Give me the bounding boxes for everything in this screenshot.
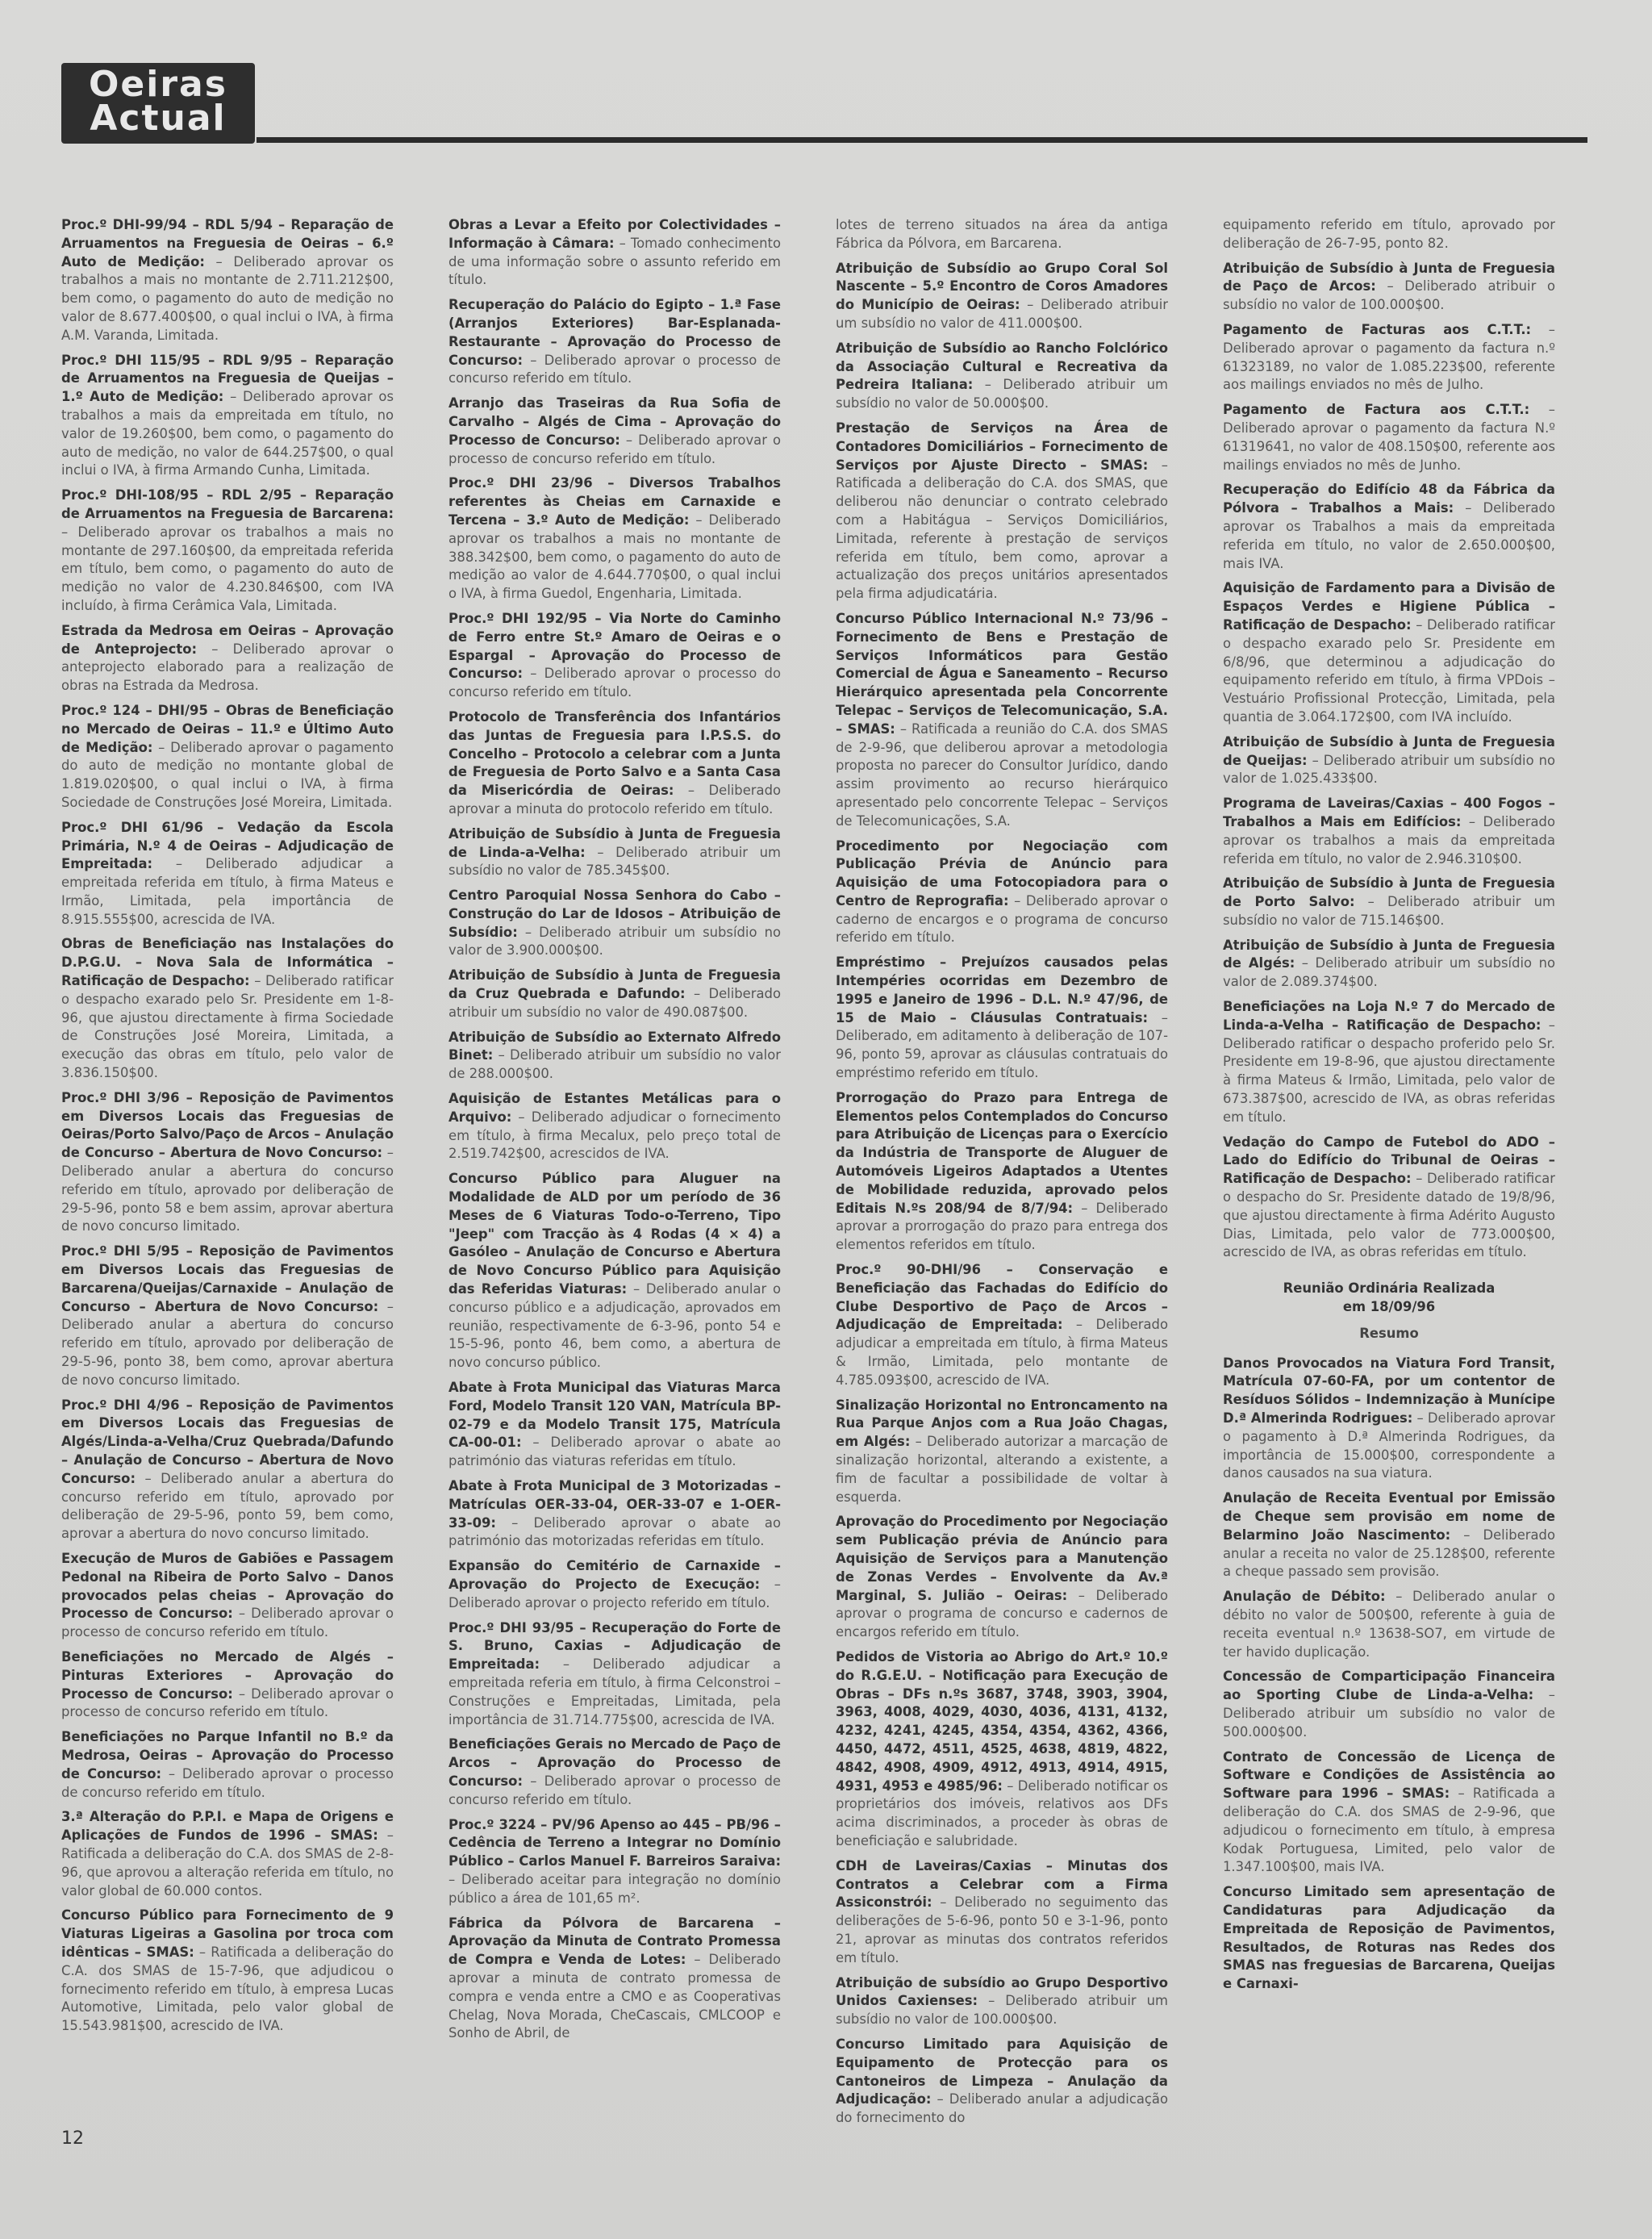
minute-item-heading: Atribuição de subsídio ao Grupo Desportivo Unidos Caxienses: bbox=[836, 1974, 1168, 2009]
minute-item-text: – Deliberado atribuir um subsídio no valor de 715.146$00. bbox=[1223, 894, 1555, 928]
minute-item bbox=[448, 967, 781, 1021]
minute-item-heading: Programa de Laveiras/Caxias – 400 Fogos – Trabalhos a Mais em Edifícios: bbox=[1223, 796, 1555, 829]
minute-item bbox=[836, 1857, 1168, 1968]
minute-item-heading: Fábrica da Pólvora de Barcarena – Aprovação da Minuta de Contrato Promessa de Compra e Venda de Lotes: bbox=[448, 1915, 781, 1968]
minute-item bbox=[61, 935, 394, 1082]
minute-item-heading: Atribuição de Subsídio à Junta de Freguesia de Queijas: bbox=[1223, 733, 1555, 768]
minute-item-heading: Anulação de Receita Eventual por Emissão de Cheque sem provisão em nome de Belarmino João Nascimento: bbox=[1223, 1490, 1555, 1543]
minute-item-heading: Concessão de Comparticipação Financeira ao Sporting Clube de Linda-a-Velha: bbox=[1223, 1669, 1555, 1703]
minute-item-heading: CDH de Laveiras/Caxias – Minutas dos Contratos a Celebrar com a Firma Assiconstrói: bbox=[836, 1857, 1168, 1911]
minute-item-text: – Deliberado aprovar o caderno de encargos e o programa de concurso referido em título. bbox=[836, 892, 1168, 946]
minute-item-heading: Proc.º 124 – DHI/95 – Obras de Beneficiação no Mercado de Oeiras – 11.º e Último Auto de Medição: bbox=[61, 702, 394, 755]
minute-item-heading: Pagamento de Factura aos C.T.T.: bbox=[1223, 402, 1530, 418]
minute-item-heading: Prestação de Serviços na Área de Contadores Domiciliários – Fornecimento de Serviços por Ajuste Directo – SMAS: bbox=[836, 420, 1168, 473]
minute-item bbox=[1223, 401, 1555, 474]
minute-item-text: – Deliberado adjudicar a empreitada referia em título, à firma Celconstroi – Construções e Empreitadas, Limitada, pela importância de 31.714.775$00, acrescida de IVA. bbox=[448, 1656, 781, 1727]
minute-item-heading: Proc.º DHI-99/94 – RDL 5/94 – Reparação de Arruamentos na Freguesia de Oeiras – 6.º Auto de Medição: bbox=[61, 217, 394, 269]
minute-item-text: – Deliberado ratificar o despacho exarado pelo Sr. Presidente em 1-8-96, que ajustou directamente à firma Sociedade de Construções José Moreira, Limitada, a execução das obras em título, pelo valor de 3.836.150$00. bbox=[61, 973, 394, 1081]
meeting-title-line2: em 18/09/96 bbox=[1342, 1299, 1436, 1315]
minute-item bbox=[836, 216, 1168, 253]
column-1 bbox=[61, 216, 394, 2042]
minute-item-heading: Aquisição de Fardamento para a Divisão de Espaços Verdes e Higiene Pública – Ratificação de Despacho: bbox=[1223, 580, 1555, 633]
minute-item bbox=[448, 1029, 781, 1084]
minute-item bbox=[61, 216, 394, 345]
minute-item-heading: Abate à Frota Municipal das Viaturas Marca Ford, Modelo Transit 120 VAN, Matrícula BP-02-79 e da Modelo Transit 175, Matrícula CA-00-01: bbox=[448, 1380, 781, 1451]
minute-item-heading: Proc.º DHI 115/95 – RDL 9/95 – Reparação de Arruamentos na Freguesia de Queijas – 1.º Auto de Medição: bbox=[61, 352, 394, 405]
minute-item-text: – Deliberado aprovar a prorrogação do prazo para entrega dos elementos referidos em título. bbox=[836, 1200, 1168, 1253]
minute-item bbox=[836, 2036, 1168, 2128]
minute-item bbox=[1223, 733, 1555, 788]
minute-item-text: – Deliberado aprovar os trabalhos a mais da empreitada referida em título, no valor de 2.946.310$00. bbox=[1223, 813, 1555, 867]
minute-item-text: lotes de terreno situados na área da antiga Fábrica da Pólvora, em Barcarena. bbox=[836, 217, 1168, 251]
minute-item-text: – Ratificada a reunião do C.A. dos SMAS de 2-9-96, que deliberou aprovar a metodologia proposta no parecer do Consultor Jurídico, dando assim provimento ao recurso hierárquico apresentado pelo concorrente Telepac – Serviços de Telecomunicações, S.A. bbox=[836, 721, 1169, 829]
minute-item-heading: Sinalização Horizontal no Entroncamento na Rua Parque Anjos com a Rua João Chagas, em Algés: bbox=[836, 1397, 1168, 1450]
minute-item-text: – Deliberado atribuir um subsídio no valor de 785.345$00. bbox=[448, 844, 781, 879]
minute-item bbox=[448, 296, 781, 388]
minute-item-text: – Deliberado aprovar o processo de concurso referido em título. bbox=[448, 1773, 781, 1807]
minute-item-text: – Ratificada a deliberação do C.A. dos SMAS de 2-8-96, que aprovou a alteração referida em título, no valor global de 60.000 contos. bbox=[61, 1828, 394, 1899]
minute-item bbox=[61, 1397, 394, 1543]
minute-item-text: – Deliberado aprovar o programa de concurso e cadernos de encargos referido em título. bbox=[836, 1587, 1168, 1640]
minute-item-text: – Deliberado aprovar os trabalhos a mais no montante de 388.342$00, bem como, o pagamento do auto de medição ao valor de 4.644.770$00, o qual inclui o IVA, à firma Guedol, Engenharia, Limitada. bbox=[448, 512, 781, 602]
minute-item-heading: Recuperação do Palácio do Egipto – 1.ª Fase (Arranjos Exteriores) Bar-Esplanada-Restaurante – Aprovação do Processo de Concurso: bbox=[448, 297, 781, 368]
minute-item-text: – Deliberado ratificar o despacho exarado pelo Sr. Presidente em 6/8/96, que determinou a adjudicação do equipamento referido em título, à firma VPDois – Vestuário Profissional Protecção, Limitada, pela quantia de 3.064.172$00, com IVA incluído. bbox=[1223, 616, 1555, 725]
minute-item-text: – Deliberado aprovar o pagamento da factura N.º 61319641, no valor de 408.150$00, referente aos mailings enviados no mês de Junho. bbox=[1223, 402, 1555, 473]
minute-item-text: – Ratificada a deliberação do C.A. dos SMAS de 15-7-96, que adjudicou o fornecimento referido em título, à empresa Lucas Automotive, Limitada, pelo valor global de 15.543.981$00, acrescido de IVA. bbox=[61, 1944, 394, 2034]
minute-item-heading: Proc.º DHI 192/95 – Via Norte do Caminho de Ferro entre St.º Amaro de Oeiras e o Espargal – Aprovação do Processo de Concurso: bbox=[448, 610, 781, 682]
minute-item bbox=[836, 954, 1168, 1083]
minute-item bbox=[448, 1816, 781, 1908]
minute-item bbox=[448, 887, 781, 960]
minute-item-text: – Deliberado ratificar o despacho proferido pelo Sr. Presidente em 19-8-96, que ajustou directamente à firma Mateus & Irmão, Limitada, pelo valor de 673.387$00, acrescido de IVA, as obras referidas em título. bbox=[1223, 1017, 1555, 1125]
minute-item bbox=[1223, 321, 1555, 395]
minute-item-heading: Centro Paroquial Nossa Senhora do Cabo – Construção do Lar de Idosos – Atribuição de Subsídio: bbox=[448, 888, 781, 940]
minute-item-heading: Obras de Beneficiação nas Instalações do D.P.G.U. – Nova Sala de Informática – Ratificação de Despacho: bbox=[61, 936, 394, 989]
minute-item-text: – Deliberado atribuir um subsídio no valor de 1.025.433$00. bbox=[1223, 752, 1555, 787]
minute-item-text: – Deliberado, em aditamento à deliberação de 107-96, ponto 59, aprovar as cláusulas contratuais do empréstimo referido em título. bbox=[836, 1009, 1168, 1081]
minute-item-heading: Protocolo de Transferência dos Infantários das Juntas de Freguesia para I.P.S.S. do Concelho – Protocolo a celebrar com a Junta de Freguesia de Porto Salvo e a Santa Casa da Misericórdia de Oeiras: bbox=[448, 708, 781, 799]
minute-item bbox=[61, 487, 394, 616]
summary-label: Resumo bbox=[1359, 1325, 1419, 1341]
minute-item-heading: Proc.º DHI 23/96 – Diversos Trabalhos referentes às Cheias em Carnaxide e Tercena – 3.º Auto de Medição: bbox=[448, 475, 781, 528]
minute-item bbox=[836, 1397, 1168, 1507]
minute-item-heading: Proc.º 3224 – PV/96 Apenso ao 445 – PB/96 – Cedência de Terreno a Integrar no Domínio Público – Carlos Manuel F. Barreiros Saraiva: bbox=[448, 1816, 781, 1869]
minute-item bbox=[61, 1089, 394, 1236]
minute-item-text: – Deliberado atribuir um subsídio no valor de 500.000$00. bbox=[1223, 1687, 1556, 1740]
minute-item bbox=[1223, 1588, 1555, 1661]
minute-item-heading: Atribuição de Subsídio à Junta de Freguesia de Algés: bbox=[1223, 937, 1555, 971]
meeting-title bbox=[1223, 1280, 1555, 1317]
minute-item bbox=[448, 1477, 781, 1551]
minute-item bbox=[448, 825, 781, 880]
minute-item-text: – Deliberado aprovar o processo de concurso referido em título. bbox=[448, 432, 781, 466]
minute-item-text: – Deliberado anular o débito no valor de 500$00, referente à guia de receita eventual n.º 13638-SO7, em virtude de ter havido duplicação. bbox=[1223, 1589, 1555, 1660]
minute-item-heading: Atribuição de Subsídio à Junta de Freguesia de Porto Salvo: bbox=[1223, 875, 1555, 910]
minute-item bbox=[448, 395, 781, 468]
masthead-logo bbox=[61, 63, 255, 144]
minute-item-text: – Deliberado adjudicar a empreitada em título, à firma Mateus & Irmão, Limitada, pelo montante de 4.785.093$00, acrescido de IVA. bbox=[836, 1317, 1168, 1388]
column-2 bbox=[448, 216, 781, 2049]
column-4 bbox=[1223, 216, 1555, 2000]
minute-item bbox=[61, 1808, 394, 1900]
minute-item bbox=[61, 819, 394, 929]
minute-item-text: – Deliberado aceitar para integração no domínio público a área de 101,65 m². bbox=[448, 1871, 781, 1906]
minute-item bbox=[61, 1728, 394, 1802]
minute-item-heading: Procedimento por Negociação com Publicação Prévia de Anúncio para Aquisição de uma Fotocopiadora para o Centro de Reprografia: bbox=[836, 838, 1168, 909]
minute-item-text: – Deliberado atribuir um subsídio no valor de 490.087$00. bbox=[448, 986, 781, 1020]
minute-item bbox=[448, 1619, 781, 1730]
minute-item-text: – Ratificada a deliberação do C.A. dos SMAS, que deliberou não denunciar o contrato celebrado com a Habitágua – Serviços Domiciliários, Limitada, referente à prestação de serviços referida em título, bem como, aprovar a actualização dos preços unitários apresentados pela firma adjudicatária. bbox=[836, 457, 1168, 602]
minute-item-heading: Concurso Limitado sem apresentação de Candidaturas para Adjudicação da Empreitada de Reposição de Pavimentos, Resultados, de Roturas nas Redes dos SMAS nas freguesias de Barcarena, Queijas e Carnaxi- bbox=[1223, 1884, 1555, 1992]
minute-item-text: – Deliberado aprovar o pagamento da factura n.º 61323189, no valor de 1.085.223$00, referente aos mailings enviados no mês de Julho. bbox=[1223, 321, 1555, 393]
minute-item bbox=[1223, 1748, 1555, 1878]
minute-item bbox=[836, 1513, 1168, 1642]
minute-item-heading: Arranjo das Traseiras da Rua Sofia de Carvalho – Algés de Cima – Aprovação do Processo de Concurso: bbox=[448, 395, 781, 448]
minute-item bbox=[61, 1907, 394, 2036]
minute-item-heading: Proc.º DHI 5/95 – Reposição de Pavimentos em Diversos Locais das Freguesias de Barcarena/Queijas/Carnaxide – Anulação de Concurso – Abertura de Novo Concurso: bbox=[61, 1243, 394, 1314]
minute-item-text: – Deliberado anular a receita no valor de 25.128$00, referente a cheque passado sem provisão. bbox=[1223, 1527, 1555, 1580]
minute-item-heading: Concurso Limitado para Aquisição de Equipamento de Protecção para os Cantoneiros de Limpeza – Anulação da Adjudicação: bbox=[836, 2036, 1168, 2107]
minute-item-text: – Deliberado aprovar o processo do concurso referido em título. bbox=[448, 666, 781, 700]
masthead-line1: Oeiras bbox=[89, 64, 227, 105]
page-number: 12 bbox=[61, 2128, 84, 2149]
minute-item-text: – Deliberado aprovar a minuta de contrato promessa de compra e venda entre a CMO e as Cooperativas Chelag, Nova Morada, CheCascais, CMLCOOP e Sonho de Abril, de bbox=[448, 1952, 781, 2041]
minute-item-heading: 3.ª Alteração do P.P.I. e Mapa de Origens e Aplicações de Fundos de 1996 – SMAS: bbox=[61, 1809, 394, 1844]
minute-item-text: – Deliberado aprovar o abate ao património das viaturas referidas em título. bbox=[448, 1435, 781, 1469]
minute-item bbox=[836, 260, 1168, 333]
minute-item-text: – Deliberado aprovar a minuta do protocolo referido em título. bbox=[448, 783, 782, 817]
minute-item-text: – Deliberado atribuir um subsídio no valor de 411.000$00. bbox=[836, 297, 1168, 331]
minute-item-text: – Deliberado no seguimento das deliberações de 5-6-96, ponto 50 e 3-1-96, ponto 21, aprovar as minutas dos contratos referidos em título. bbox=[836, 1894, 1168, 1965]
minute-item-heading: Aprovação do Procedimento por Negociação sem Publicação prévia de Anúncio para Aquisição de Serviços para a Manutenção de Zonas Verdes – Envolvente da Av.ª Marginal, S. Julião – Oeiras: bbox=[836, 1514, 1168, 1603]
minute-item-text: – Deliberado ratificar o despacho do Sr. Presidente datado de 19/8/96, que ajustou directamente à firma Adérito Augusto Dias, Limitada, pelo valor de 773.000$00, acrescido de IVA, as obras referidas em título. bbox=[1223, 1171, 1555, 1260]
minute-item-text: – Deliberado aprovar os Trabalhos a mais da empreitada referida em título, no valor de 2.650.000$00, mais IVA. bbox=[1223, 500, 1555, 571]
minute-item-text: – Deliberado aprovar o processo de concurso referido em título. bbox=[61, 1606, 394, 1640]
minute-item-text: – Deliberado aprovar o pagamento à D.ª Almerinda Rodrigues, da importância de 15.000$00, correspondente a danos causados na sua viatura. bbox=[1223, 1410, 1556, 1481]
minute-item bbox=[448, 216, 781, 290]
minute-item bbox=[1223, 795, 1555, 868]
minute-item-heading: Pagamento de Facturas aos C.T.T.: bbox=[1223, 321, 1532, 337]
minute-item-heading: Atribuição de Subsídio à Junta de Freguesia de Linda-a-Velha: bbox=[448, 825, 781, 860]
minute-item bbox=[836, 838, 1168, 948]
minute-item-heading: Proc.º 90-DHI/96 – Conservação e Beneficiação das Fachadas do Edifício do Clube Desportivo de Paço de Arcos – Adjudicação de Empreitada: bbox=[836, 1262, 1168, 1333]
minute-item bbox=[836, 610, 1168, 831]
minute-item-heading: Atribuição de Subsídio à Junta de Freguesia da Cruz Quebrada e Dafundo: bbox=[448, 967, 781, 1002]
minute-item-text: – Deliberado aprovar os trabalhos a mais da empreitada em título, no valor de 19.260$00, bem como, o pagamento do auto de medição, no valor de 644.257$00, o qual inclui o IVA, à firma Armando Cunha, Limitada. bbox=[61, 389, 394, 478]
minute-item-heading: Empréstimo – Prejuízos causados pelas Intempéries ocorridas em Dezembro de 1995 e Janeiro de 1996 – D.L. N.º 47/96, de 15 de Maio – Cláusulas Contratuais: bbox=[836, 954, 1168, 1026]
minute-item-heading: Execução de Muros de Gabiões e Passagem Pedonal na Ribeira de Porto Salvo – Danos provocados pelas cheias – Aprovação do Processo de Concurso: bbox=[61, 1550, 394, 1622]
masthead-rule bbox=[257, 137, 1587, 143]
minute-item-text: – Deliberado atribuir um subsídio no valor de 3.900.000$00. bbox=[448, 924, 781, 959]
minute-item-heading: Vedação do Campo de Futebol do ADO – Lado do Edifício do Tribunal de Oeiras – Ratificação de Despacho: bbox=[1223, 1134, 1555, 1187]
minute-item-heading: Proc.º DHI 61/96 – Vedação da Escola Primária, N.º 4 de Oeiras – Adjudicação de Empreitada: bbox=[61, 819, 394, 872]
minute-item bbox=[448, 1379, 781, 1471]
minute-item-heading: Expansão do Cemitério de Carnaxide – Aprovação do Projecto de Execução: bbox=[448, 1558, 781, 1592]
minute-item-heading: Beneficiações Gerais no Mercado de Paço de Arcos – Aprovação do Processo de Concurso: bbox=[448, 1736, 781, 1789]
minute-item-heading: Obras a Levar a Efeito por Colectividades – Informação à Câmara: bbox=[448, 217, 781, 251]
minute-item bbox=[836, 1974, 1168, 2029]
minute-item-text: equipamento referido em título, aprovado por deliberação de 26-7-95, ponto 82. bbox=[1223, 217, 1555, 251]
minute-item-text: – Deliberado aprovar o projecto referido em título. bbox=[448, 1576, 782, 1610]
minute-item-heading: Danos Provocados na Viatura Ford Transit, Matrícula 07-60-FA, por um contentor de Resíduos Sólidos – Indemnização à Munícipe D.ª Almerinda Rodrigues: bbox=[1223, 1355, 1555, 1427]
minute-item bbox=[1223, 260, 1555, 315]
minute-item bbox=[61, 1648, 394, 1722]
minute-item-text: – Ratificada a deliberação do C.A. dos SMAS de 2-9-96, que adjudicou o fornecimento em título, à empresa Kodak Portuguesa, Limited, pelo valor de 1.347.100$00, mais IVA. bbox=[1223, 1786, 1555, 1875]
minute-item-text: – Deliberado atribuir o subsídio no valor de 100.000$00. bbox=[1223, 278, 1555, 313]
minute-item-text: – Deliberado atribuir um subsídio no valor de 100.000$00. bbox=[836, 1993, 1168, 2028]
minute-item-text: – Deliberado aprovar os trabalhos a mais no montante de 2.711.212$00, bem como, o pagamento do auto de medição no valor de 8.677.400$00, o qual inclui o IVA, à firma A.M. Varanda, Limitada. bbox=[61, 253, 394, 343]
minute-item-text: – Deliberado aprovar o pagamento do auto de medição no montante global de 1.819.020$00, o qual inclui o IVA, à firma Sociedade de Construções José Moreira, Limitada. bbox=[61, 739, 394, 810]
minute-item-heading: Beneficiações no Parque Infantil no B.º da Medrosa, Oeiras – Aprovação do Processo de Concurso: bbox=[61, 1729, 394, 1782]
minute-item-text: – Deliberado aprovar o processo de concurso referido em título. bbox=[448, 352, 781, 386]
minute-item-text: – Deliberado adjudicar a empreitada referida em título, à firma Mateus e Irmão, Limitada, pela importância de 8.915.555$00, acrescida de IVA. bbox=[61, 856, 394, 927]
minute-item-text: – Deliberado anular a adjudicação do fornecimento do bbox=[836, 2091, 1168, 2126]
minute-item bbox=[836, 1648, 1168, 1851]
minute-item bbox=[1223, 216, 1555, 253]
minute-item-heading: Proc.º DHI 4/96 – Reposição de Pavimentos em Diversos Locais das Freguesias de Algés/Linda-a-Velha/Cruz Quebrada/Dafundo – Anulação de Concurso – Abertura de Novo Concurso: bbox=[61, 1397, 394, 1486]
minute-item-heading: Concurso Público para Aluguer na Modalidade de ALD por um período de 36 Meses de 6 Viaturas Todo-o-Terreno, Tipo "Jeep" com Tracção às 4 Rodas (4 × 4) a Gasóleo – Anulação de Concurso e Abertura de Novo Concurso Público para Aquisição das Referidas Viaturas: bbox=[448, 1171, 781, 1297]
minute-item-heading: Aquisição de Estantes Metálicas para o Arquivo: bbox=[448, 1091, 781, 1125]
minute-item-heading: Anulação de Débito: bbox=[1223, 1589, 1386, 1605]
minute-item-text: – Deliberado adjudicar o fornecimento em título, à firma Mecalux, pelo preço total de 2.519.742$00, acrescidos de IVA. bbox=[448, 1109, 781, 1162]
minute-item bbox=[448, 474, 781, 604]
minute-item-text: – Deliberado aprovar o anteprojecto elaborado para a realização de obras na Estrada da Medrosa. bbox=[61, 641, 394, 694]
minute-item-text: – Deliberado anular a abertura do concurso referido em título, aprovado por deliberação de 29-5-96, ponto 59, bem como, aprovar a abertura do novo concurso limitado. bbox=[61, 1470, 394, 1542]
minute-item-heading: Atribuição de Subsídio à Junta de Freguesia de Paço de Arcos: bbox=[1223, 260, 1555, 294]
minute-item-heading: Abate à Frota Municipal de 3 Motorizadas – Matrículas OER-33-04, OER-33-07 e 1-OER-33-09: bbox=[448, 1478, 781, 1531]
minute-item-text: – Deliberado atribuir um subsídio no valor de 288.000$00. bbox=[448, 1047, 781, 1082]
minute-item bbox=[1223, 1355, 1555, 1484]
minute-item-heading: Concurso Público Internacional N.º 73/96 – Fornecimento de Bens e Prestação de Serviços Informáticos para Gestão Comercial de Água e Saneamento – Recurso Hierárquico apresentada pela Concorrente Telepac – Serviços de Telecomunicação, S.A. – SMAS: bbox=[836, 610, 1168, 737]
minute-item-heading: Prorrogação do Prazo para Entrega de Elementos pelos Contemplados do Concurso para Atribuição de Licenças para o Exercício da Indústria de Transporte de Aluguer de Automóveis Ligeiros Adaptados a Utentes de Mobilidade reduzida, aprovado pelos Editais N.ºs 208/94 de 8/7/94: bbox=[836, 1089, 1168, 1216]
minute-item-heading: Atribuição de Subsídio ao Grupo Coral Sol Nascente – 5.º Encontro de Coros Amadores do Município de Oeiras: bbox=[836, 260, 1168, 313]
minute-item-heading: Proc.º DHI 93/95 – Recuperação do Forte de S. Bruno, Caxias – Adjudicação de Empreitada: bbox=[448, 1619, 781, 1673]
minute-item-heading: Atribuição de Subsídio ao Externato Alfredo Binet: bbox=[448, 1029, 781, 1063]
minute-item bbox=[836, 340, 1168, 413]
minute-item bbox=[1223, 1134, 1555, 1263]
minute-item-heading: Atribuição de Subsídio ao Rancho Folclórico da Associação Cultural e Recreativa da Pedreira Italiana: bbox=[836, 340, 1168, 393]
minute-item-heading: Contrato de Concessão de Licença de Software e Condições de Assistência ao Software para 1996 – SMAS: bbox=[1223, 1748, 1555, 1802]
minute-item-heading: Recuperação do Edifício 48 da Fábrica da Pólvora – Trabalhos a Mais: bbox=[1223, 482, 1555, 516]
minute-item-heading: Concurso Público para Fornecimento de 9 Viaturas Ligeiras a Gasolina por troca com idênticas – SMAS: bbox=[61, 1907, 394, 1960]
minute-item-text: – Deliberado anular o concurso público e a adjudicação, aprovados em reunião, respectivamente de 6-3-96, ponto 54 e 15-5-96, ponto 46, bem como, a abertura de novo concurso público. bbox=[448, 1281, 781, 1371]
minute-item-text: – Deliberado anular a abertura do concurso referido em título, aprovado por deliberação de 29-5-96, ponto 38, bem como, aprovar abertura de novo concurso limitado. bbox=[61, 1298, 394, 1388]
minute-item bbox=[1223, 481, 1555, 573]
minute-item-text: – Deliberado aprovar o abate ao património das motorizadas referidas em título. bbox=[448, 1514, 781, 1549]
minute-item bbox=[1223, 1489, 1555, 1581]
minute-item bbox=[448, 1170, 781, 1372]
minute-item bbox=[61, 622, 394, 696]
minute-item bbox=[1223, 1668, 1555, 1741]
minute-item-heading: Pedidos de Vistoria ao Abrigo do Art.º 10.º do R.G.E.U. – Notificação para Execução de Obras – DFs n.ºs 3687, 3748, 3903, 3904, 3963, 4008, 4029, 4030, 4036, 4131, 4132, 4232, 4241, 4245, 4354, 4354, 4362, 4366, 4450, 4472, 4511, 4525, 4638, 4819, 4822, 4842, 4908, 4909, 4912, 4913, 4914, 4915, 4931, 4953 e 4985/96: bbox=[836, 1648, 1168, 1794]
minute-item bbox=[448, 610, 781, 702]
meeting-title-line1: Reunião Ordinária Realizada bbox=[1283, 1280, 1496, 1297]
minute-item-text: – Tomado conhecimento de uma informação sobre o assunto referido em título. bbox=[448, 235, 781, 288]
minute-item-heading: Proc.º DHI 3/96 – Reposição de Pavimentos em Diversos Locais das Freguesias de Oeiras/Porto Salvo/Paço de Arcos – Anulação de Concurso – Abertura de Novo Concurso: bbox=[61, 1089, 394, 1161]
minute-item-text: – Deliberado atribuir um subsídio no valor de 2.089.374$00. bbox=[1223, 955, 1555, 990]
minute-item-heading: Estrada da Medrosa em Oeiras – Aprovação de Anteprojecto: bbox=[61, 622, 394, 657]
minute-item bbox=[448, 708, 781, 819]
minute-item-text: – Deliberado aprovar o processo de concurso referido em título. bbox=[61, 1686, 394, 1720]
minute-item bbox=[61, 1550, 394, 1642]
minute-item-text: – Deliberado aprovar o processo de concurso referido em título. bbox=[61, 1765, 394, 1800]
minute-item-text: – Deliberado notificar os proprietários dos imóveis, relativos aos DFs acima discriminados, a proceder às obras de beneficiação e salubridade. bbox=[836, 1777, 1168, 1848]
minute-item-text: – Deliberado autorizar a marcação de sinalização horizontal, alterando a existente, a fim de facultar a possibilidade de voltar à esquerda. bbox=[836, 1434, 1168, 1505]
minute-item bbox=[61, 1243, 394, 1389]
minute-item bbox=[1223, 998, 1555, 1127]
minute-item-heading: Proc.º DHI-108/95 – RDL 2/95 – Reparação de Arruamentos na Freguesia de Barcarena: bbox=[61, 487, 394, 521]
minute-item-text: – Deliberado anular a abertura do concurso referido em título, aprovado por deliberação de 29-5-96, ponto 58 e bem assim, aprovar abertura de novo concurso limitado. bbox=[61, 1145, 394, 1234]
minute-item bbox=[836, 1089, 1168, 1255]
minute-item bbox=[448, 1090, 781, 1163]
minute-item bbox=[1223, 875, 1555, 929]
column-3 bbox=[836, 216, 1168, 2134]
minute-item-text: – Deliberado aprovar os trabalhos a mais no montante de 297.160$00, da empreitada referida em título, bem como, o pagamento do auto de medição no valor de 4.230.846$00, com IVA incluído, à firma Cerâmica Vala, Limitada. bbox=[61, 524, 394, 613]
minute-item bbox=[836, 1261, 1168, 1390]
masthead-line2: Actual bbox=[90, 98, 227, 139]
minute-item bbox=[61, 702, 394, 812]
minute-item bbox=[61, 352, 394, 481]
minute-item-heading: Beneficiações no Mercado de Algés – Pinturas Exteriores – Aprovação do Processo de Concurso: bbox=[61, 1648, 394, 1702]
minute-item bbox=[448, 1557, 781, 1612]
minute-item bbox=[836, 420, 1168, 604]
minute-item bbox=[448, 1736, 781, 1809]
minute-item bbox=[1223, 579, 1555, 726]
minute-item bbox=[1223, 937, 1555, 992]
minute-item bbox=[448, 1915, 781, 2044]
minute-item-heading: Beneficiações na Loja N.º 7 do Mercado de Linda-a-Velha – Ratificação de Despacho: bbox=[1223, 999, 1555, 1033]
minute-item-text: – Deliberado atribuir um subsídio no valor de 50.000$00. bbox=[836, 377, 1168, 411]
minute-item bbox=[1223, 1883, 1555, 1994]
